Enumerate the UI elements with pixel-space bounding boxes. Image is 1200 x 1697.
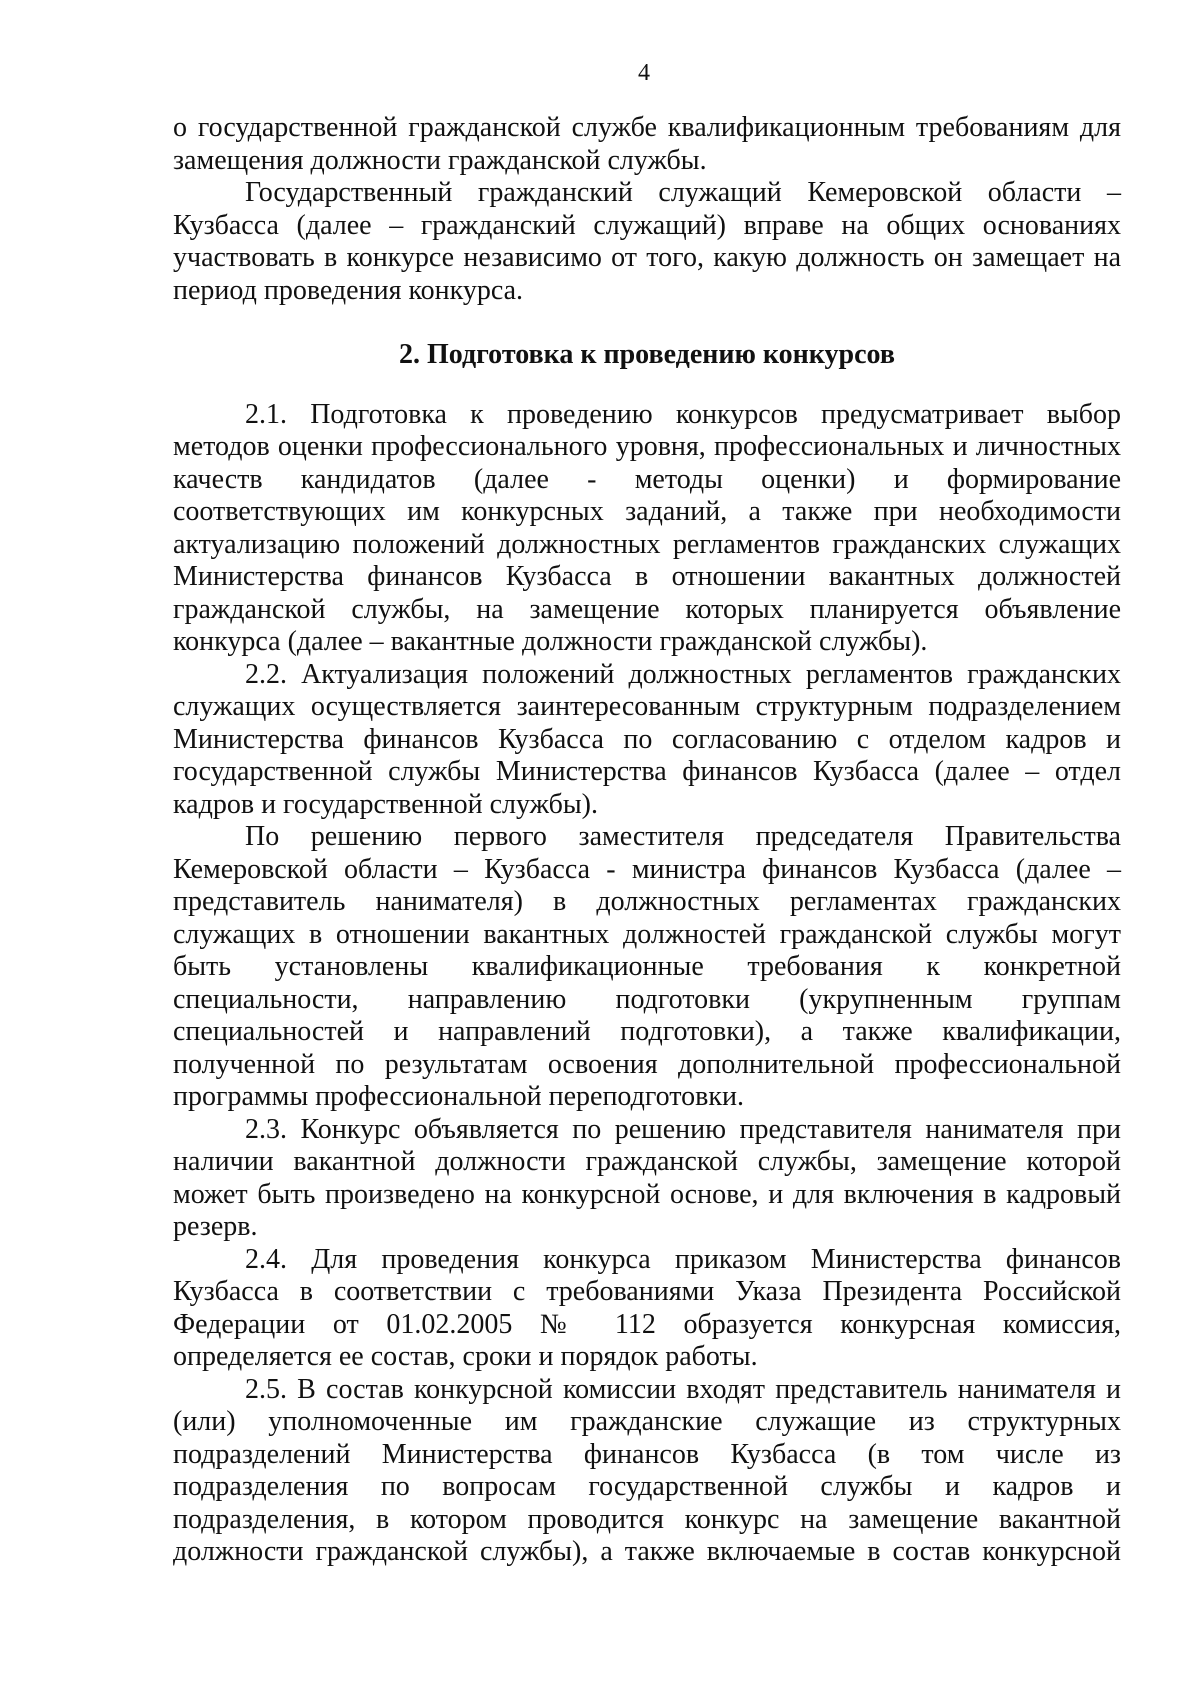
- paragraph-civil-servant-rights: Государственный гражданский служащий Кемеровской области – Кузбасса (далее – гражданский служащий) вправе на общих основаниях участвовать в конкурсе независимо от того, какую должность он замещает на период проведения конкурса.: [173, 177, 1121, 306]
- document-body: [173, 112, 1121, 1569]
- paragraph-continuation: о государственной гражданской службе квалификационным требованиям для замещения должности гражданской службы.: [173, 112, 1121, 176]
- paragraph-2-3: 2.3. Конкурс объявляется по решению представителя нанимателя при наличии вакантной должности гражданской службы, замещение которой может быть произведено на конкурсной основе, и для включения в кадровый резерв.: [173, 1113, 1121, 1242]
- paragraph-2-5: 2.5. В состав конкурсной комиссии входят представитель нанимателя и (или) уполномоченные им гражданские служащие из структурных подразделений Министерства финансов Кузбасса (в том числе из подразделения по вопросам государственной службы и кадров и подразделения, в котором проводится конкурс на замещение вакантной должности гражданской службы), а также включаемые в состав конкурсной: [173, 1373, 1121, 1567]
- paragraph-2-1: 2.1. Подготовка к проведению конкурсов предусматривает выбор методов оценки профессионального уровня, профессиональных и личностных качеств кандидатов (далее - методы оценки) и формирование соответствующих им конкурсных заданий, а также при необходимости актуализацию положений должностных регламентов гражданских служащих Министерства финансов Кузбасса в отношении вакантных должностей гражданской службы, на замещение которых планируется объявление конкурса (далее – вакантные должности гражданской службы).: [173, 398, 1121, 657]
- page-number: 4: [638, 60, 650, 86]
- paragraph-2-2-decision: По решению первого заместителя председателя Правительства Кемеровской области – Кузбасса - министра финансов Кузбасса (далее – представитель нанимателя) в должностных регламентах гражданских служащих в отношении вакантных должностей гражданской службы могут быть установлены квалификационные требования к конкретной специальности, направлению подготовки (укрупненным группам специальностей и направлений подготовки), а также квалификации, полученной по результатам освоения дополнительной профессиональной программы профессиональной переподготовки.: [173, 821, 1121, 1112]
- paragraph-2-2: 2.2. Актуализация положений должностных регламентов гражданских служащих осуществляется заинтересованным структурным подразделением Министерства финансов Кузбасса по согласованию с отделом кадров и государственной службы Министерства финансов Кузбасса (далее – отдел кадров и государственной службы).: [173, 658, 1121, 820]
- section-heading: 2. Подготовка к проведению конкурсов: [399, 339, 895, 370]
- paragraph-2-4: 2.4. Для проведения конкурса приказом Министерства финансов Кузбасса в соответствии с требованиями Указа Президента Российской Федерации от 01.02.2005 № 112 образуется конкурсная комиссия, определяется ее состав, сроки и порядок работы.: [173, 1243, 1121, 1372]
